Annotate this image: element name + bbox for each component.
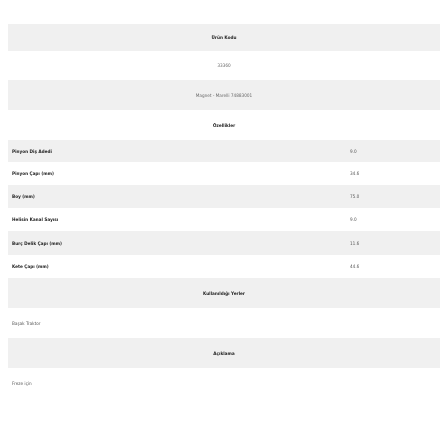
spec-row [8, 208, 440, 231]
product-code-header-label: Ürün Kodu [211, 35, 237, 40]
usage-header [8, 278, 440, 308]
product-code-value: 33360 [217, 63, 231, 68]
spec-row [8, 231, 440, 255]
product-code-header [8, 24, 440, 51]
spec-value: 44.6 [350, 264, 360, 269]
usage-row [8, 308, 440, 338]
spec-row [8, 140, 440, 162]
description-header-label: Açıklama [213, 350, 235, 356]
description-value: Freze için [12, 380, 32, 386]
spec-key: Pinyon Diş Adedi [12, 148, 52, 154]
product-spec-table [8, 24, 440, 398]
spec-value: 34.6 [350, 171, 360, 176]
spec-row [8, 185, 440, 208]
spec-value: 75.0 [350, 194, 360, 199]
description-row [8, 368, 440, 398]
spec-row [8, 255, 440, 278]
spec-value: 9.0 [350, 148, 357, 154]
specs-header [8, 110, 440, 140]
usage-header-label: Kullanıldığı Yerler [203, 290, 245, 296]
spec-key: Boy (mm) [12, 194, 35, 199]
spec-value: 9.0 [350, 217, 357, 222]
usage-value: Başak Traktor [12, 320, 41, 326]
spec-key: Pinyon Çapı (mm) [12, 171, 54, 176]
spec-key: Burç Delik Çapı (mm) [12, 240, 62, 246]
spec-key: Helisin Kanal Sayısı [12, 217, 59, 222]
brand-value: Magnet - Marelli 74883001 [195, 92, 253, 98]
spec-row [8, 162, 440, 185]
specs-header-label: Özellikler [212, 122, 236, 128]
description-header [8, 338, 440, 368]
product-code-row [8, 51, 440, 80]
brand-row [8, 80, 440, 110]
spec-key: Kete Çapı (mm) [12, 264, 49, 269]
spec-value: 11.6 [350, 240, 360, 246]
